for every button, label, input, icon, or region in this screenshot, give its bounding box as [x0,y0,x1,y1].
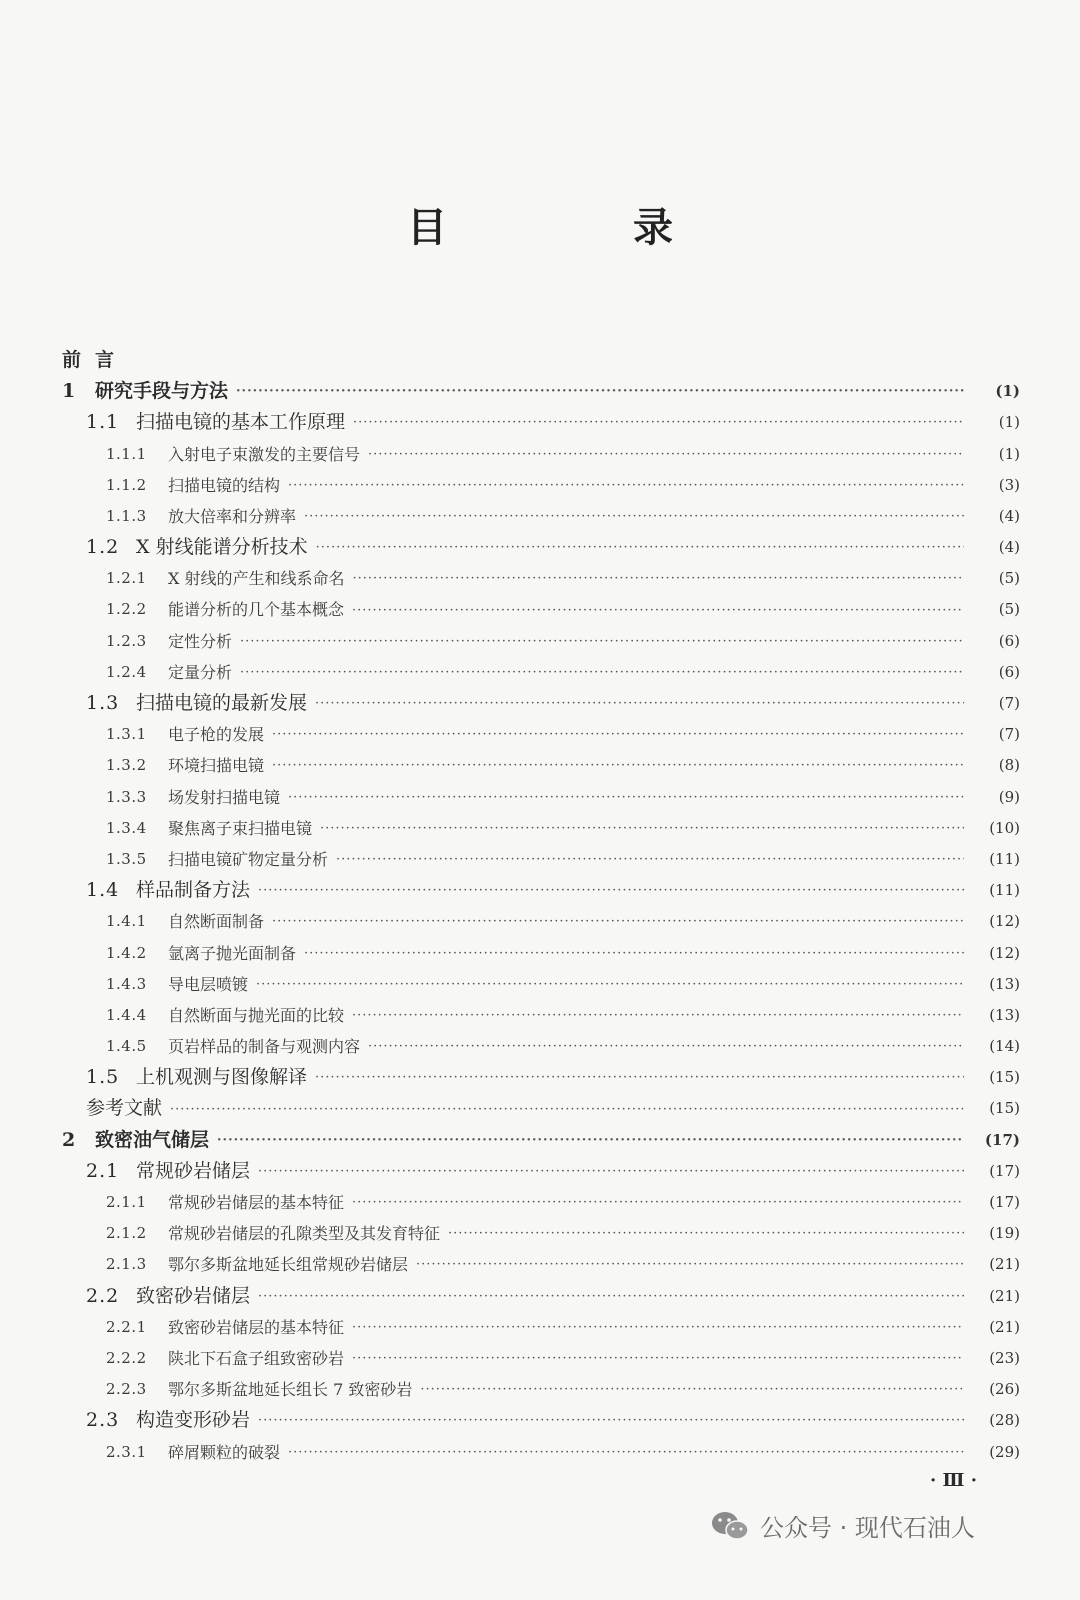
toc-entry-number: 2.2.2 [106,1348,147,1367]
toc-entry-number: 1 [62,380,76,403]
toc-entry-label: 能谱分析的几个基本概念 [168,600,345,620]
toc-leader-dots [258,1156,964,1187]
toc-entry-page: (17) [989,1161,1020,1180]
toc-entry-label: 放大倍率和分辨率 [168,506,297,526]
toc-entry-page: (12) [989,912,1020,931]
toc-leader-dots [258,1405,964,1436]
toc-entry-number: 1.2 [86,536,120,559]
toc-entry-number: 2.2 [86,1284,120,1307]
toc-entry-number: 2.1 [86,1159,120,1182]
page-number: · Ⅲ · [930,1470,977,1491]
toc-leader-dots [240,657,964,688]
toc-entry [62,563,1020,594]
toc-leader-dots [352,1312,964,1343]
toc-entry-page: (5) [998,600,1020,619]
table-of-contents [62,345,1020,1468]
toc-entry-number: 2.1.3 [106,1255,147,1274]
toc-entry-number: 1.3 [86,692,120,715]
toc-entry-label: 环境扫描电镜 [168,756,265,776]
toc-entry [62,657,1020,688]
toc-leader-dots [170,1094,964,1125]
toc-entry [62,1125,1020,1156]
toc-entry-number: 2.1.1 [106,1193,147,1212]
toc-entry-page: (8) [998,756,1020,775]
toc-entry-label: 扫描电镜的最新发展 [136,692,308,715]
toc-entry-number: 1.2.1 [106,569,147,588]
toc-entry-page: (7) [998,694,1020,713]
toc-leader-dots [304,938,964,969]
toc-entry-number: 1.1.3 [106,506,147,525]
toc-leader-dots [217,1125,964,1156]
toc-entry [62,875,1020,906]
toc-entry-number: 1.3.3 [106,787,147,806]
toc-entry-label: 构造变形砂岩 [136,1409,251,1432]
toc-entry [62,1249,1020,1280]
toc-entry-number: 1.3.1 [106,725,147,744]
toc-entry-page: (21) [989,1255,1020,1274]
toc-entry-label: 定性分析 [168,631,233,651]
toc-entry [62,1062,1020,1093]
toc-entry [62,782,1020,813]
toc-leader-dots [288,1437,964,1468]
toc-entry-number: 1.2.2 [106,600,147,619]
toc-entry [62,1094,1020,1125]
toc-entry-page: (13) [989,1005,1020,1024]
toc-entry [62,470,1020,501]
toc-entry-page: (9) [998,787,1020,806]
toc-entry-page: (26) [989,1380,1020,1399]
toc-leader-dots [304,501,964,532]
toc-leader-dots [352,1187,964,1218]
toc-entry [62,1031,1020,1062]
toc-leader-dots [258,875,964,906]
toc-entry-page: (21) [989,1317,1020,1336]
toc-entry-page: (4) [998,506,1020,525]
toc-entry-page: (7) [998,725,1020,744]
toc-entry [62,407,1020,438]
toc-entry-label: 自然断面与抛光面的比较 [168,1005,345,1025]
toc-entry-label: 碎屑颗粒的破裂 [168,1442,281,1462]
toc-entry [62,439,1020,470]
toc-leader-dots [352,1000,964,1031]
toc-entry-label: 定量分析 [168,662,233,682]
toc-entry-number: 2.1.2 [106,1224,147,1243]
toc-leader-dots [256,969,964,1000]
toc-entry-page: (11) [989,849,1020,868]
toc-entry-number: 1.4.4 [106,1005,147,1024]
toc-entry [62,376,1020,407]
toc-entry-page: (17) [984,1130,1020,1149]
toc-entry-label: 常规砂岩储层 [136,1159,251,1182]
toc-entry-label: 常规砂岩储层的基本特征 [168,1193,345,1213]
toc-entry-label: 电子枪的发展 [168,725,265,745]
toc-entry [62,688,1020,719]
toc-entry-label: 氩离子抛光面制备 [168,943,297,963]
toc-entry-label: 聚焦离子束扫描电镜 [168,818,313,838]
toc-leader-dots [353,407,964,438]
toc-entry [62,938,1020,969]
toc-entry-label: 导电层喷镀 [168,974,249,994]
toc-entry-page: (6) [998,631,1020,650]
toc-entry [62,1312,1020,1343]
toc-entry [62,501,1020,532]
toc-entry-label: 前言 [62,348,129,371]
toc-entry-number: 1.4.1 [106,912,147,931]
toc-entry-page: (15) [989,1099,1020,1118]
toc-entry-label: 致密砂岩储层的基本特征 [168,1317,345,1337]
toc-entry-page: (3) [998,475,1020,494]
toc-entry-number: 1.1 [86,411,120,434]
toc-entry-label: 鄂尔多斯盆地延长组常规砂岩储层 [168,1255,409,1275]
toc-entry-page: (17) [989,1193,1020,1212]
toc-entry-page: (19) [989,1224,1020,1243]
toc-leader-dots [272,906,964,937]
toc-entry-number: 2.3.1 [106,1442,147,1461]
toc-entry-number: 1.3.4 [106,818,147,837]
toc-leader-dots [416,1249,964,1280]
toc-entry-page: (6) [998,662,1020,681]
toc-entry-label: 常规砂岩储层的孔隙类型及其发育特征 [168,1224,441,1244]
toc-leader-dots [448,1218,964,1249]
toc-entry-label: 致密砂岩储层 [136,1284,251,1307]
toc-entry-label: X 射线的产生和线系命名 [168,569,345,589]
toc-entry-label: 入射电子束激发的主要信号 [168,444,361,464]
toc-leader-dots [352,563,964,594]
toc-entry [62,750,1020,781]
toc-entry-page: (13) [989,974,1020,993]
toc-entry-label: 研究手段与方法 [95,380,229,403]
toc-entry-number: 2 [62,1128,76,1151]
toc-leader-dots [316,532,964,563]
watermark-text: 公众号 · 现代石油人 [760,1514,975,1542]
toc-leader-dots [272,750,964,781]
toc-entry [62,532,1020,563]
toc-entry-number: 1.4.5 [106,1037,147,1056]
toc-entry-number: 2.2.1 [106,1317,147,1336]
toc-leader-dots [352,1343,964,1374]
toc-entry-page: (1) [995,382,1020,401]
toc-entry-label: 页岩样品的制备与观测内容 [168,1037,361,1057]
toc-entry [62,1281,1020,1312]
toc-entry [62,969,1020,1000]
toc-entry-label: 陕北下石盒子组致密砂岩 [168,1348,345,1368]
toc-entry-page: (10) [989,818,1020,837]
toc-entry-label: X 射线能谱分析技术 [136,536,308,559]
toc-entry-number: 1.2.4 [106,662,147,681]
toc-leader-dots [288,782,964,813]
wechat-icon [710,1510,750,1542]
toc-entry [62,1000,1020,1031]
toc-entry-number: 1.4.2 [106,943,147,962]
toc-entry-page: (29) [989,1442,1020,1461]
toc-entry [62,345,1020,376]
toc-entry-number: 2.3 [86,1409,120,1432]
toc-entry-label: 自然断面制备 [168,912,265,932]
toc-entry [62,626,1020,657]
toc-entry-label: 样品制备方法 [136,879,251,902]
toc-leader-dots [240,626,964,657]
toc-leader-dots [420,1374,964,1405]
toc-entry-number: 1.1.1 [106,444,147,463]
toc-entry [62,1374,1020,1405]
toc-entry-page: (11) [989,881,1020,900]
page-title: 目 录 [407,204,759,251]
toc-entry-page: (28) [989,1411,1020,1430]
toc-entry [62,1187,1020,1218]
toc-entry-page: (5) [998,569,1020,588]
toc-entry-label: 扫描电镜的基本工作原理 [136,411,346,434]
toc-entry [62,1218,1020,1249]
toc-leader-dots [320,813,964,844]
toc-entry-label: 鄂尔多斯盆地延长组长 7 致密砂岩 [168,1380,413,1400]
toc-entry-label: 上机观测与图像解译 [136,1066,308,1089]
toc-leader-dots [272,719,964,750]
toc-entry [62,1405,1020,1436]
toc-entry [62,719,1020,750]
toc-leader-dots [315,688,964,719]
toc-entry-label: 扫描电镜的结构 [168,475,281,495]
toc-entry [62,1437,1020,1468]
toc-leader-dots [368,1031,964,1062]
toc-entry [62,844,1020,875]
toc-leader-dots [352,595,964,626]
toc-leader-dots [288,470,964,501]
toc-entry [62,813,1020,844]
toc-entry-label: 参考文献 [86,1097,163,1120]
toc-entry-number: 1.4 [86,879,120,902]
toc-entry-page: (1) [998,413,1020,432]
toc-entry-label: 场发射扫描电镜 [168,787,281,807]
watermark [710,1508,975,1543]
toc-entry [62,595,1020,626]
toc-entry-number: 1.5 [86,1066,120,1089]
toc-entry-number: 2.2.3 [106,1380,147,1399]
toc-entry [62,906,1020,937]
toc-entry-page: (21) [989,1286,1020,1305]
toc-leader-dots [315,1062,964,1093]
toc-entry-page: (14) [989,1037,1020,1056]
toc-entry-label: 扫描电镜矿物定量分析 [168,849,329,869]
toc-leader-dots [368,439,964,470]
toc-entry-number: 1.3.2 [106,756,147,775]
toc-entry-number: 1.4.3 [106,974,147,993]
toc-entry-number: 1.1.2 [106,475,147,494]
toc-entry-page: (23) [989,1348,1020,1367]
toc-entry [62,1156,1020,1187]
toc-leader-dots [336,844,964,875]
toc-entry-page: (1) [998,444,1020,463]
toc-entry-number: 1.2.3 [106,631,147,650]
toc-entry-page: (15) [989,1068,1020,1087]
toc-leader-dots [236,376,964,407]
toc-entry [62,1343,1020,1374]
toc-entry-label: 致密油气储层 [95,1128,210,1151]
toc-entry-page: (4) [998,538,1020,557]
toc-leader-dots [258,1281,964,1312]
toc-entry-number: 1.3.5 [106,849,147,868]
toc-entry-page: (12) [989,943,1020,962]
